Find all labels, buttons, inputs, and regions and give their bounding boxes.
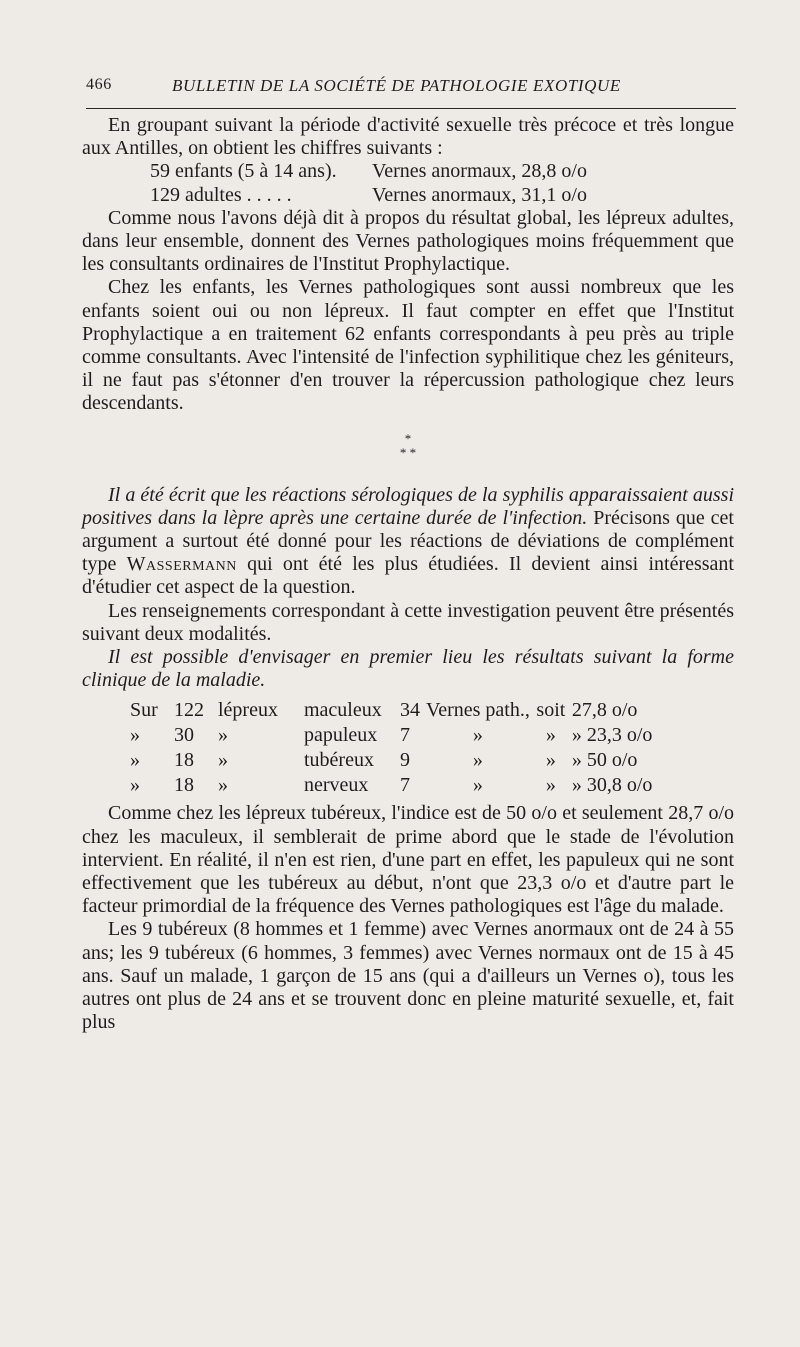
- paragraph-2: Comme nous l'avons déjà dit à propos du résultat global, les lépreux adultes, dans leur ensemble, donnent des Vernes pathologiques moins fréquemment que les consultants ordinaires de l'Institut Prophylactique.: [82, 206, 734, 276]
- header-rule: [86, 108, 736, 109]
- age-group-label: 129 adultes . . . . .: [150, 183, 292, 206]
- paragraph-4: [82, 484, 734, 600]
- age-group-result: Vernes anormaux, 28,8 o/o: [372, 160, 587, 183]
- cell-vernes: 7: [400, 774, 410, 797]
- separator-star-top: *: [404, 430, 412, 446]
- cell-v-label: »: [472, 749, 483, 772]
- cell-vernes: 34: [400, 699, 420, 722]
- cell-pct: » 50 o/o: [571, 749, 638, 772]
- cell-vernes: 9: [400, 749, 410, 772]
- age-group-row: [82, 160, 734, 183]
- age-group-label: 59 enfants (5 à 14 ans).: [150, 160, 337, 183]
- clinical-table-row: [130, 773, 682, 798]
- cell-form: tubéreux: [304, 749, 374, 772]
- cell-q1: »: [218, 749, 228, 772]
- author-name: Wassermann: [126, 553, 237, 576]
- cell-q1: »: [218, 724, 228, 747]
- cell-count: 18: [174, 749, 194, 772]
- section-separator: [82, 432, 734, 460]
- separator-stars-bottom: * *: [399, 444, 417, 460]
- cell-form: papuleux: [304, 724, 378, 747]
- cell-prefix: »: [130, 724, 140, 747]
- cell-soit: »: [545, 774, 556, 797]
- paragraph-4-italic: Il a été écrit que les réactions sérologiques de la syphilis apparaissaient aussi positives dans la lèpre après une certaine durée de l'infection.: [82, 483, 734, 529]
- cell-soit: »: [545, 749, 556, 772]
- page-number: 466: [86, 76, 112, 93]
- paragraph-3: Chez les enfants, les Vernes pathologiques sont aussi nombreux que les enfants soient oui ou non lépreux. Il faut compter en effet que l'Institut Prophylactique a en traitement 62 enfants correspondants à peu près au triple comme consultants. Avec l'intensité de l'infection syphilitique chez les géniteurs, il ne faut pas s'étonner d'en trouver la répercussion pathologique chez leurs descendants.: [82, 276, 734, 415]
- cell-soit: »: [545, 724, 556, 747]
- age-group-result: Vernes anormaux, 31,1 o/o: [372, 183, 587, 206]
- cell-prefix: »: [130, 774, 140, 797]
- cell-form: maculeux: [304, 699, 382, 722]
- cell-v-label: Vernes path.,: [426, 699, 530, 722]
- clinical-table-row: [130, 698, 682, 723]
- clinical-table-row: [130, 723, 682, 748]
- cell-prefix: »: [130, 749, 140, 772]
- paragraph-8: Les 9 tubéreux (8 hommes et 1 femme) avec Vernes anormaux ont de 24 à 55 ans; les 9 tubéreux (6 hommes, 3 femmes) avec Vernes normaux ont de 15 à 45 ans. Sauf un malade, 1 garçon de 15 ans (qui a d'ailleurs un Vernes o), tous les autres ont plus de 24 ans et se trouvent donc en pleine maturité sexuelle, et, fait plus: [82, 918, 734, 1034]
- clinical-table-row: [130, 748, 682, 773]
- cell-v-label: »: [472, 724, 483, 747]
- cell-count: 30: [174, 724, 194, 747]
- paragraph-1: En groupant suivant la période d'activité sexuelle très précoce et très longue aux Antilles, on obtient les chiffres suivants :: [82, 114, 734, 160]
- cell-q1: lépreux: [218, 699, 278, 722]
- cell-v-label: »: [472, 774, 483, 797]
- cell-q1: »: [218, 774, 228, 797]
- cell-count: 18: [174, 774, 194, 797]
- journal-title: BULLETIN DE LA SOCIÉTÉ DE PATHOLOGIE EXOTIQUE: [172, 76, 621, 95]
- paragraph-4-text-b: qui ont été les plus étudiées. Il devient ainsi intéressant d'étudier cet aspect de la question.: [82, 553, 734, 599]
- cell-pct: » 23,3 o/o: [571, 724, 653, 747]
- running-header: [86, 74, 734, 102]
- cell-vernes: 7: [400, 724, 410, 747]
- paragraph-4-text-a: Précisons que cet argument a surtout été donné pour les réactions de déviations de complément type: [82, 506, 734, 576]
- cell-pct: » 30,8 o/o: [571, 774, 653, 797]
- cell-form: nerveux: [304, 774, 369, 797]
- paragraph-5: Les renseignements correspondant à cette investigation peuvent être présentés suivant deux modalités.: [82, 599, 734, 645]
- cell-pct: 27,8 o/o: [571, 699, 638, 722]
- cell-count: 122: [174, 699, 204, 722]
- paragraph-6: Il est possible d'envisager en premier lieu les résultats suivant la forme clinique de la maladie.: [82, 646, 734, 692]
- cell-soit: soit: [536, 699, 566, 722]
- paragraph-7: Comme chez les lépreux tubéreux, l'indice est de 50 o/o et seulement 28,7 o/o chez les maculeux, il semblerait de prime abord que le stade de l'évolution intervient. En réalité, il n'en est rien, d'une part en effet, les papuleux qui ne sont effectivement que les tubéreux au début, n'ont que 23,3 o/o et d'autre part le facteur primordial de la fréquence des Vernes pathologiques est l'âge du malade.: [82, 802, 734, 918]
- clinical-form-table: [130, 698, 682, 798]
- body-text: [82, 114, 734, 1035]
- cell-prefix: Sur: [130, 699, 158, 722]
- age-group-row: [82, 184, 734, 207]
